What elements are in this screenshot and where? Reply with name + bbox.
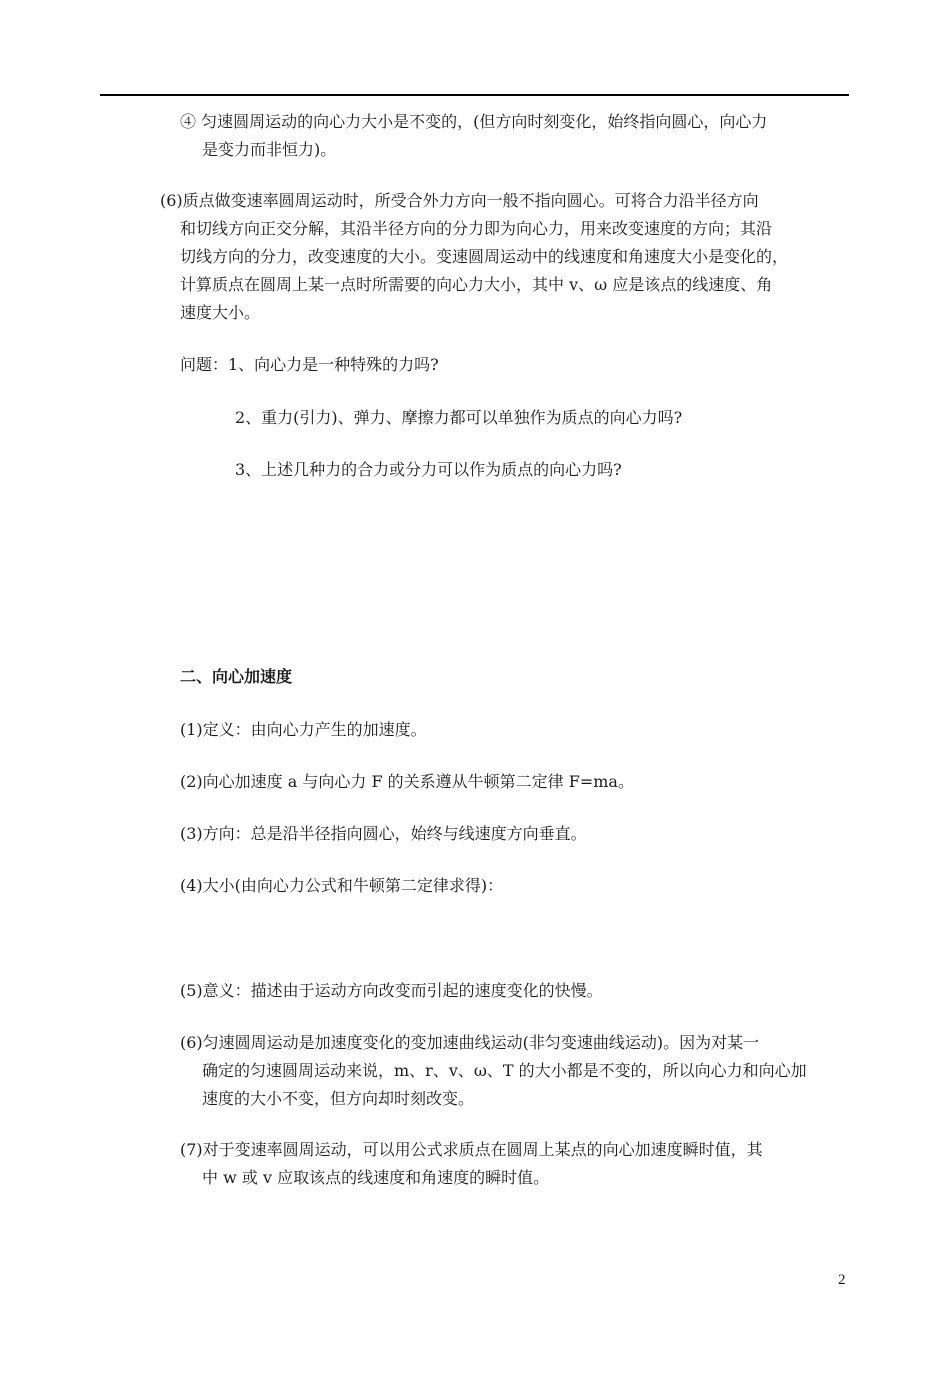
text-line: (2)向心加速度 a 与向心力 F 的关系遵从牛顿第二定律 F=ma。 (180, 772, 634, 791)
text-line: 速度大小。 (180, 303, 261, 322)
text-line: (6)匀速圆周运动是加速度变化的变加速曲线运动(非匀变速曲线运动)。因为对某一 (180, 1033, 760, 1052)
question-line: 3、上述几种力的合力或分力可以作为质点的向心力吗? (235, 460, 622, 479)
text-line: (1)定义：由向心力产生的加速度。 (180, 720, 427, 739)
text-line: 确定的匀速圆周运动来说，m、r、v、ω、T 的大小都是不变的，所以向心力和向心加 (202, 1061, 807, 1080)
question-line: 2、重力(引力)、弹力、摩擦力都可以单独作为质点的向心力吗? (235, 408, 683, 427)
page-number: 2 (838, 1272, 846, 1288)
text-line: ④ 匀速圆周运动的向心力大小是不变的，(但方向时刻变化，始终指向圆心，向心力 (180, 112, 768, 131)
text-line: (6)质点做变速率圆周运动时，所受合外力方向一般不指向圆心。可将合力沿半径方向 (160, 191, 759, 210)
header-rule (100, 94, 849, 96)
text-line: 和切线方向正交分解，其沿半径方向的分力即为向心力，用来改变速度的方向；其沿 (180, 219, 773, 238)
text-line: 中 w 或 v 应取该点的线速度和角速度的瞬时值。 (202, 1168, 550, 1187)
text-line: (7)对于变速率圆周运动，可以用公式求质点在圆周上某点的向心加速度瞬时值，其 (180, 1140, 763, 1159)
text-line: (4)大小(由向心力公式和牛顿第二定律求得)： (180, 876, 504, 895)
question-line: 问题：1、向心力是一种特殊的力吗? (180, 355, 439, 374)
text-line: (5)意义：描述由于运动方向改变而引起的速度变化的快慢。 (180, 981, 603, 1000)
text-line: (3)方向：总是沿半径指向圆心，始终与线速度方向垂直。 (180, 824, 587, 843)
text-line: 切线方向的分力，改变速度的大小。变速圆周运动中的线速度和角速度大小是变化的， (180, 247, 789, 266)
section-heading: 二、向心加速度 (180, 667, 293, 686)
text-line: 速度的大小不变，但方向却时刻改变。 (202, 1089, 475, 1108)
text-line: 计算质点在圆周上某一点时所需要的向心力大小，其中 v、ω 应是该点的线速度、角 (180, 275, 773, 294)
text-line: 是变力而非恒力)。 (202, 140, 337, 159)
